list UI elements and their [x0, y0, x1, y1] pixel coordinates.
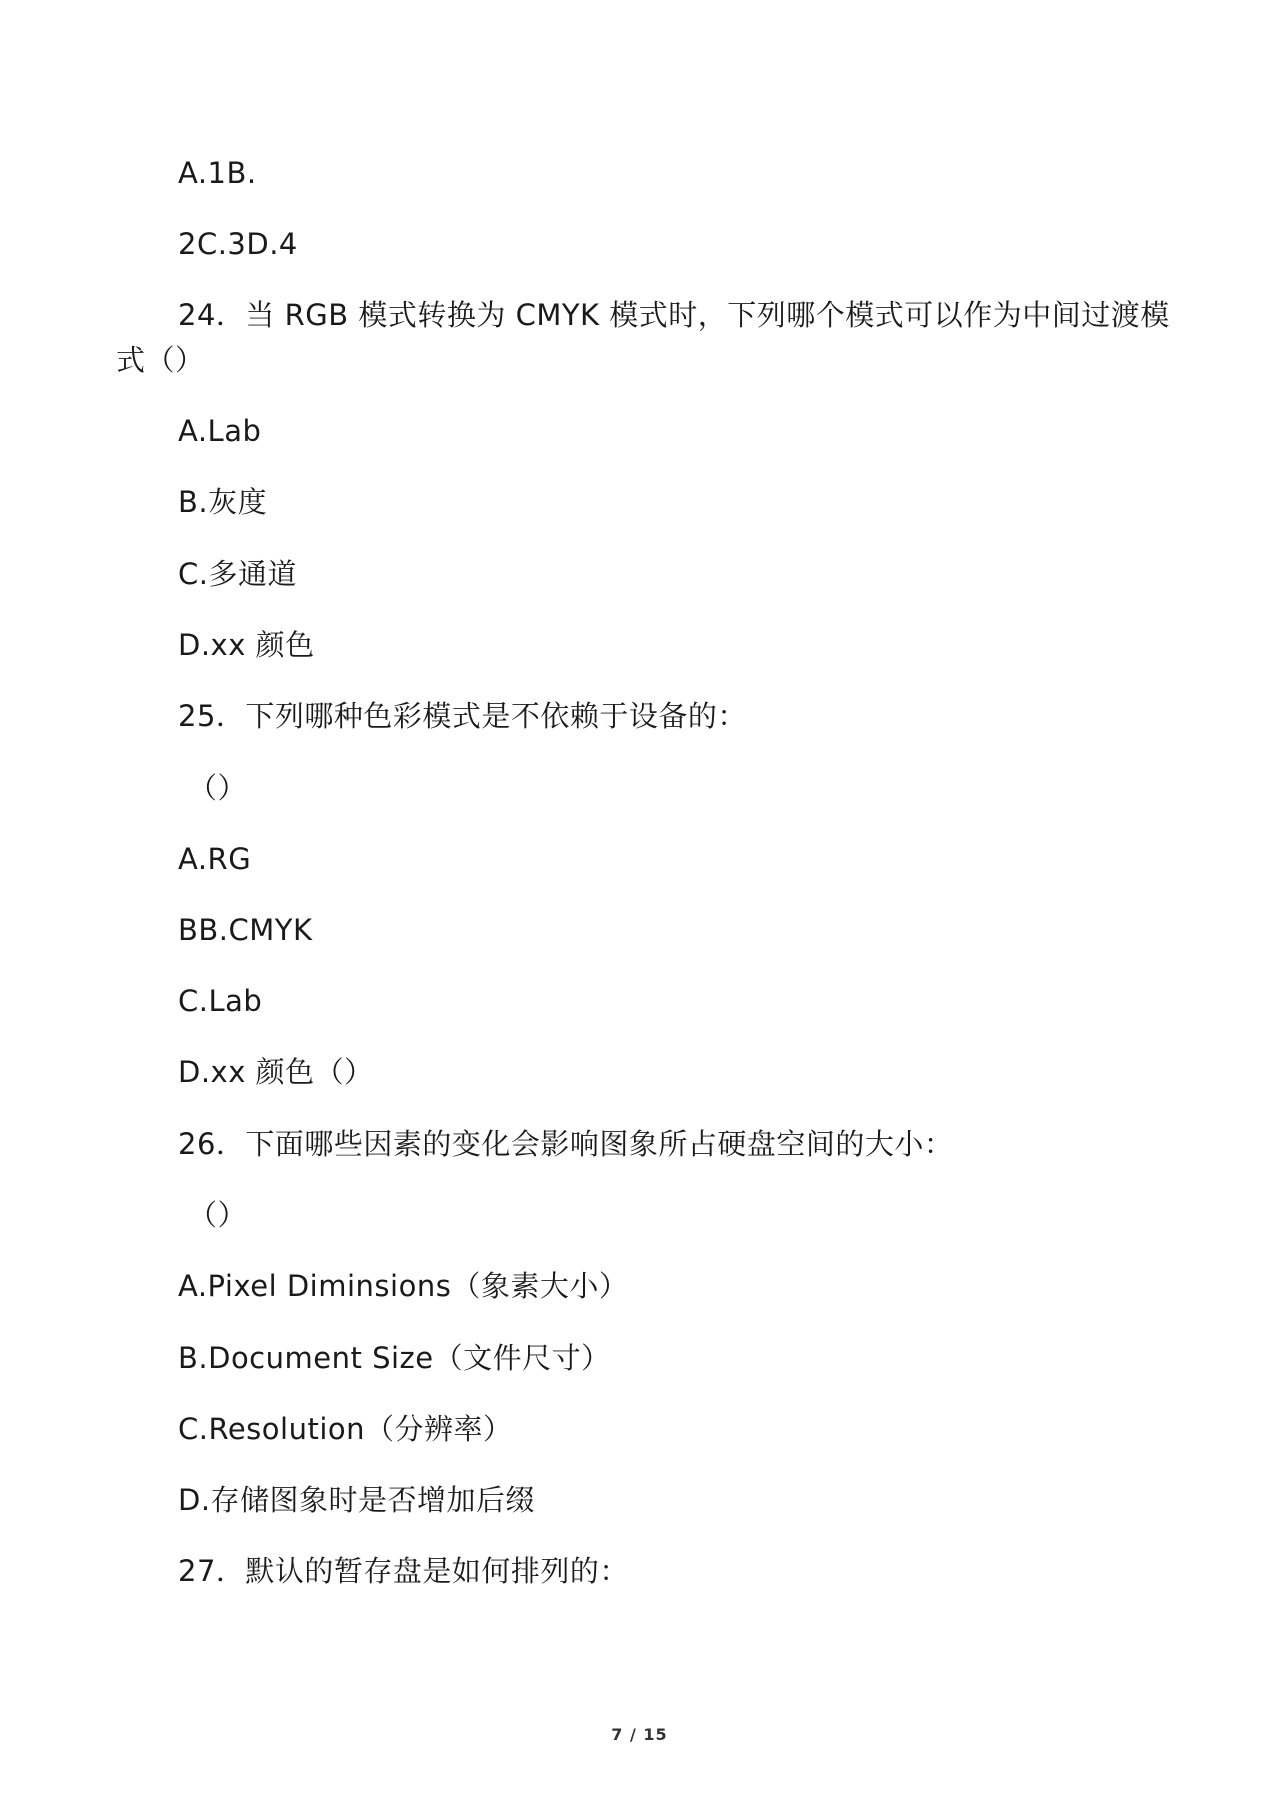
option-line: D.xx 颜色	[178, 628, 315, 662]
option-line: A.Lab	[178, 414, 262, 448]
answer-paren: （）	[188, 771, 248, 805]
answer-paren: （）	[188, 1198, 248, 1232]
option-line: A.1B.	[178, 156, 257, 190]
question-24-continuation: 式（）	[116, 343, 205, 377]
option-line: C.Resolution（分辨率）	[178, 1412, 513, 1446]
question-26: 26．下面哪些因素的变化会影响图象所占硬盘空间的大小：	[178, 1127, 954, 1161]
question-27: 27．默认的暂存盘是如何排列的：	[178, 1554, 629, 1588]
option-line: C.Lab	[178, 984, 263, 1018]
option-line: B.灰度	[178, 485, 268, 519]
option-line: A.Pixel Diminsions（象素大小）	[178, 1269, 629, 1303]
option-line: B.Document Size（文件尺寸）	[178, 1341, 611, 1375]
option-line: C.多通道	[178, 557, 297, 591]
option-line: 2C.3D.4	[178, 227, 298, 261]
question-25: 25．下列哪种色彩模式是不依赖于设备的：	[178, 699, 747, 733]
page-number: 7 / 15	[611, 1725, 668, 1744]
option-line: D.存储图象时是否增加后缀	[178, 1483, 536, 1517]
question-24: 24．当 RGB 模式转换为 CMYK 模式时，下列哪个模式可以作为中间过渡模	[178, 298, 1170, 332]
option-line: BB.CMYK	[178, 913, 313, 947]
option-line: A.RG	[178, 842, 252, 876]
option-line: D.xx 颜色（）	[178, 1055, 374, 1089]
